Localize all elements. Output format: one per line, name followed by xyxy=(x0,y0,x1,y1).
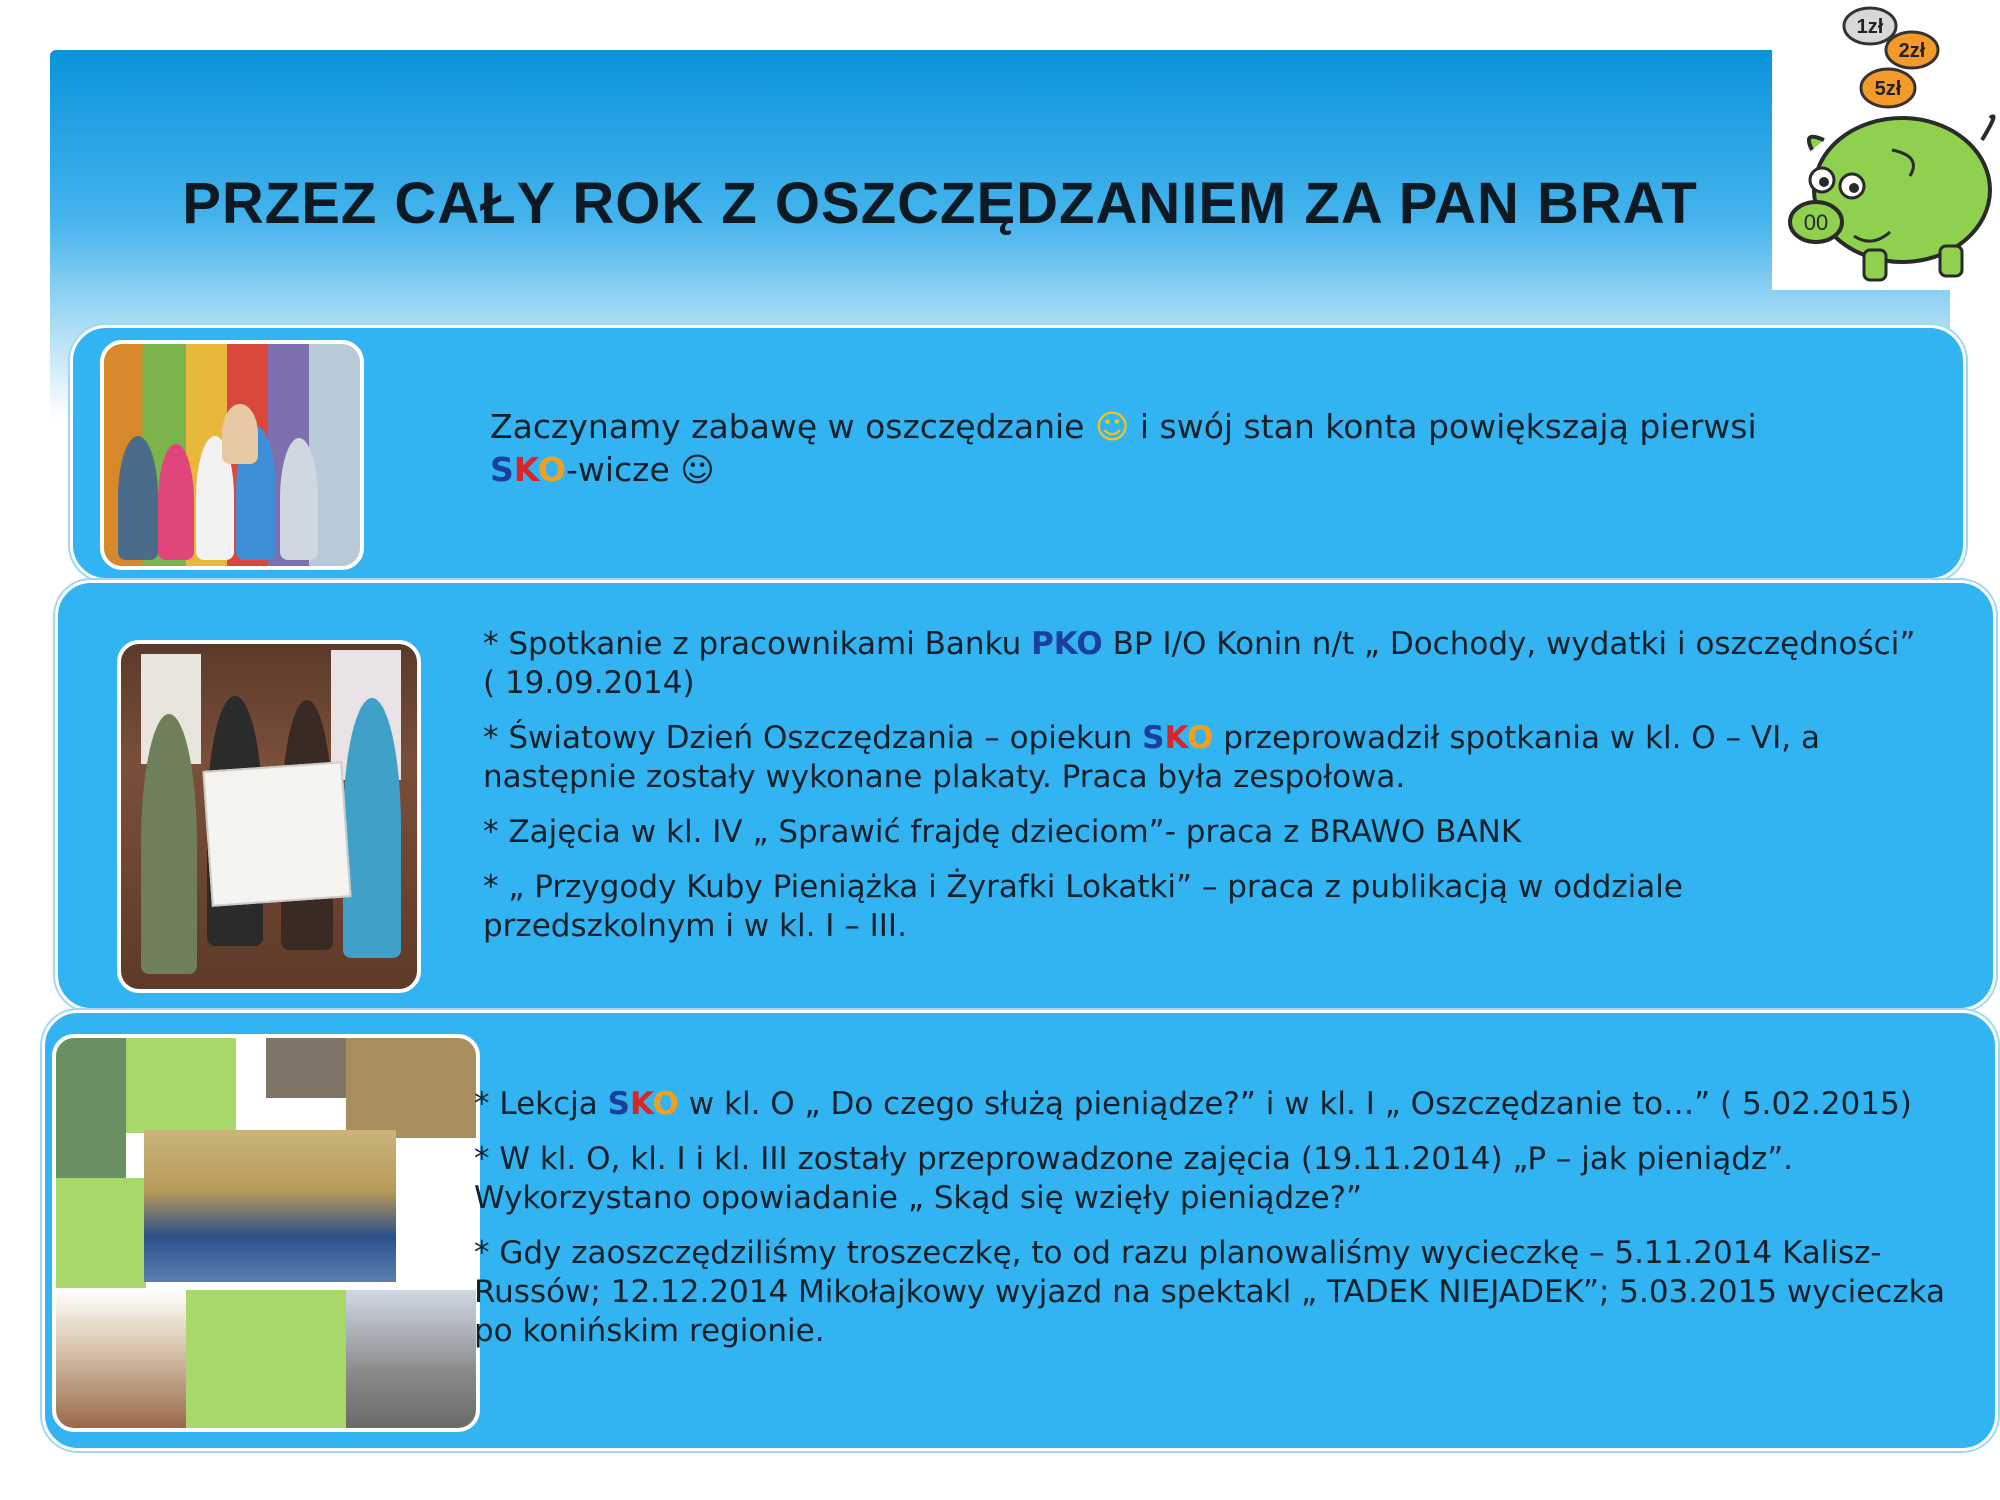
card2-text xyxy=(483,625,1923,962)
coin-1zl-icon xyxy=(1844,8,1896,44)
card3-item-1-a: * Lekcja xyxy=(474,1086,608,1122)
card2-item-4: * „ Przygody Kuby Pieniążka i Żyrafki Lokatki” – praca z publikacją w oddziale przedszkolnym i w kl. I – III. xyxy=(483,869,1683,944)
card2-item-2-a: * Światowy Dzień Oszczędzania – opiekun xyxy=(483,720,1143,756)
sko-letter-o: O xyxy=(652,1086,679,1122)
sko-letter-k: K xyxy=(629,1086,653,1122)
sko-letter-k: K xyxy=(1164,720,1188,756)
svg-text:00: 00 xyxy=(1803,210,1829,235)
card2-item-3: * Zajęcia w kl. IV „ Sprawić frajdę dzieciom”- praca z BRAWO BANK xyxy=(483,814,1522,850)
card3-text xyxy=(474,1085,1974,1367)
smiley-icon: ☺ xyxy=(1094,407,1130,446)
card2-item-1 xyxy=(483,625,1923,703)
coin-5zl-label: 5zł xyxy=(1874,78,1902,100)
card2-item-2 xyxy=(483,719,1923,797)
sko-letter-s: S xyxy=(607,1086,630,1122)
sko-letter-o: O xyxy=(1187,720,1214,756)
photo-collage xyxy=(52,1034,480,1432)
coin-5zl-icon xyxy=(1861,69,1915,107)
sko-letter-s: S xyxy=(1142,720,1165,756)
sko-letter-s: S xyxy=(490,450,514,489)
card3-item-3: * Gdy zaoszczędziliśmy troszeczkę, to od razu planowaliśmy wycieczkę – 5.11.2014 Kalisz- Russów; 12.12.2014 Mikołajkowy wyjazd na spektakl „ TADEK NIEJADEK”; 5.03.2015 wycieczka po konińskim regionie. xyxy=(474,1235,1946,1349)
piggy-bank-icon xyxy=(1772,0,2000,290)
card3-item-2: * W kl. O, kl. I i kl. III zostały przeprowadzone zajęcia (19.11.2014) „P – jak pieniądz”. Wykorzystano opowiadanie „ Skąd się wzięły pieniądze?” xyxy=(474,1141,1794,1216)
card3-item-1-b: w kl. O „ Do czego służą pieniądze?” i w kl. I „ Oszczędzanie to…” ( 5.02.2015) xyxy=(678,1086,1912,1122)
card2-item-2-b: przeprowadził spotkania w kl. O – VI, a następnie zostały wykonane plakaty. Praca była zespołowa. xyxy=(483,720,1820,795)
card2-item-1-b: BP I/O Konin n/t „ Dochody, wydatki i oszczędności” ( 19.09.2014) xyxy=(483,626,1916,701)
card1-text-b: i swój stan konta powiększają pierwsi xyxy=(1129,407,1757,446)
page-title: PRZEZ CAŁY ROK Z OSZCZĘDZANIEM ZA PAN BRAT xyxy=(182,171,1698,236)
coin-2zl-icon xyxy=(1886,32,1938,68)
card2-item-1-a: * Spotkanie z pracownikami Banku xyxy=(483,626,1032,662)
photo-children-poster xyxy=(117,640,421,993)
card1-text-a: Zaczynamy zabawę w oszczędzanie xyxy=(490,407,1095,446)
sko-letter-o: O xyxy=(537,450,566,489)
coin-1zl-label: 1zł xyxy=(1856,16,1884,38)
sko-letter-k: K xyxy=(513,450,538,489)
coin-2zl-label: 2zł xyxy=(1898,40,1926,62)
card3-item-1 xyxy=(474,1085,1974,1124)
smiley-icon: ☺ xyxy=(680,450,715,489)
card1-text-c: -wicze xyxy=(565,450,681,489)
card1-text xyxy=(490,405,1770,491)
pko-label: PKO xyxy=(1031,626,1103,662)
photo-children-lockers xyxy=(100,340,364,570)
